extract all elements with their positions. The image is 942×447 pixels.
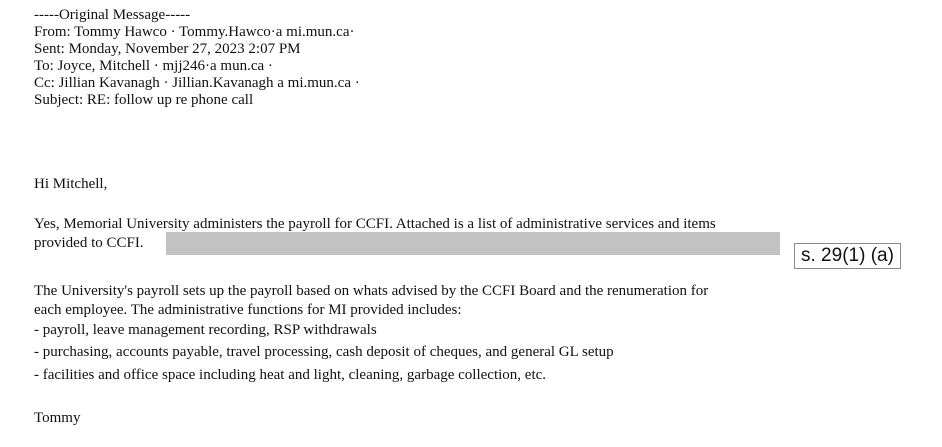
paragraph-1-line-2: provided to CCFI. [34, 235, 144, 251]
bullet-item: - purchasing, accounts payable, travel processing, cash deposit of cheques, and general GL setup [34, 344, 614, 360]
greeting: Hi Mitchell, [34, 176, 108, 192]
redaction-exemption-label: s. 29(1) (a) [794, 243, 901, 269]
signature: Tommy [34, 410, 81, 426]
paragraph-2-line-1: The University's payroll sets up the payroll based on whats advised by the CCFI Board and the renumeration for [34, 283, 709, 299]
bullet-item: - facilities and office space including heat and light, cleaning, garbage collection, etc. [34, 367, 547, 383]
to-line: To: Joyce, Mitchell · mjj246·a mun.ca · [34, 58, 273, 74]
redaction-box [166, 232, 780, 255]
email-header [34, 7, 360, 109]
original-message-divider: -----Original Message----- [34, 7, 191, 23]
sent-line: Sent: Monday, November 27, 2023 2:07 PM [34, 41, 301, 57]
cc-line: Cc: Jillian Kavanagh · Jillian.Kavanagh a mi.mun.ca · [34, 75, 360, 91]
subject-line: Subject: RE: follow up re phone call [34, 92, 254, 108]
paragraph-1-line-1: Yes, Memorial University administers the payroll for CCFI. Attached is a list of administrative services and items [34, 216, 716, 232]
bullet-item: - payroll, leave management recording, RSP withdrawals [34, 322, 377, 338]
from-line: From: Tommy Hawco · Tommy.Hawco·a mi.mun.ca· [34, 24, 355, 40]
paragraph-2-line-2: each employee. The administrative functions for MI provided includes: [34, 302, 462, 318]
